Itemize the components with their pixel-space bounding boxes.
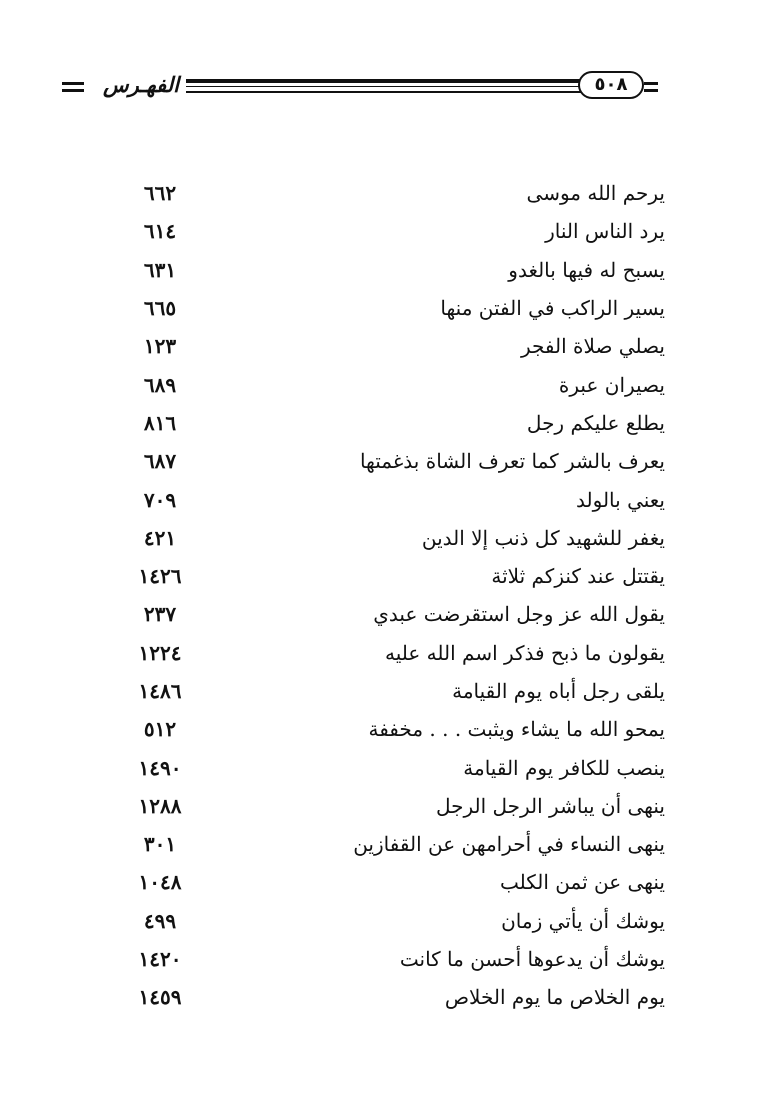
index-entry: [120, 978, 665, 1016]
index-entry: [120, 251, 665, 289]
index-entry-text: يغفر للشهيد كل ذنب إلا الدين: [421, 525, 665, 550]
index-entry-page: ١٤٢٠: [138, 947, 182, 972]
index-entry: [120, 710, 665, 748]
index-entry-page: ٨١٦: [143, 410, 177, 435]
index-entry-page: ٦٦٥: [143, 296, 177, 321]
index-entry-text: ينهى أن يباشر الرجل الرجل: [435, 793, 665, 818]
index-entry-page: ٣٠١: [143, 832, 177, 857]
index-entry-page: ١٤٩٠: [138, 755, 182, 780]
page-number: ٥٠٨: [578, 71, 644, 99]
index-entry: [120, 557, 665, 595]
index-entry: [120, 672, 665, 710]
index-entry: [120, 863, 665, 901]
index-entry: [120, 634, 665, 672]
index-entry-text: يوشك أن يأتي زمان: [501, 908, 665, 933]
index-entry: [120, 480, 665, 518]
index-entry-text: يصيران عبرة: [558, 372, 665, 397]
index-entry-text: يمحو الله ما يشاء ويثبت . . . مخففة: [368, 717, 665, 742]
index-entry-page: ٦٨٩: [143, 372, 177, 397]
index-entry: [120, 174, 665, 212]
page-title: الفهـرس: [103, 73, 179, 97]
index-entry-text: ينصب للكافر يوم القيامة: [463, 755, 665, 780]
index-entry-text: يقتتل عند كنزكم ثلاثة: [491, 564, 665, 589]
index-entry: [120, 825, 665, 863]
index-entry: [120, 404, 665, 442]
index-entry-text: يوم الخلاص ما يوم الخلاص: [444, 985, 665, 1010]
index-entry-page: ١٠٤٨: [138, 870, 182, 895]
index-entry-page: ٤٩٩: [143, 908, 177, 933]
index-entry-page: ٦٣١: [143, 257, 177, 282]
index-entry: [120, 595, 665, 633]
index-entry: [120, 902, 665, 940]
header-rule-left: [62, 82, 84, 92]
index-entry-page: ١٢٨٨: [138, 793, 182, 818]
index-entry-page: ١٤٥٩: [138, 985, 182, 1010]
page-header: [0, 0, 770, 120]
index-entry-text: يرحم الله موسى: [526, 181, 665, 206]
index-entry: [120, 442, 665, 480]
index-entry-text: يسير الراكب في الفتن منها: [440, 296, 665, 321]
index-entry-text: يعني بالولد: [576, 487, 665, 512]
index-entry-page: ٢٣٧: [143, 602, 177, 627]
index-entry-text: يقولون ما ذبح فذكر اسم الله عليه: [384, 640, 665, 665]
index-entry: [120, 787, 665, 825]
index-entry: [120, 940, 665, 978]
index-entry-page: ١٤٨٦: [138, 679, 182, 703]
header-rule-main: [186, 79, 582, 93]
index-entry-page: ٥١٢: [143, 717, 177, 742]
index-entry: [120, 289, 665, 327]
index-entry-page: ٦٦٢: [143, 181, 177, 206]
index-entry-page: ٦٨٧: [143, 449, 177, 474]
index-entry: [120, 519, 665, 557]
index-entry-text: ينهى عن ثمن الكلب: [499, 870, 665, 895]
index-entry-page: ٧٠٩: [143, 487, 177, 512]
index-entry-page: ١٤٢٦: [138, 564, 182, 589]
index-entry: [120, 748, 665, 786]
index-entry-page: ٦١٤: [143, 219, 177, 244]
index-entry-text: يصلي صلاة الفجر: [520, 334, 665, 359]
index-entry-text: يسبح له فيها بالغدو: [508, 257, 665, 282]
index-entry-text: يعرف بالشر كما تعرف الشاة بذغمتها: [359, 449, 665, 474]
index-entry-text: يلقى رجل أباه يوم القيامة: [452, 679, 665, 703]
index-entry-text: يرد الناس النار: [545, 219, 665, 244]
index-entry: [120, 365, 665, 403]
index-entry-page: ٤٢١: [143, 525, 177, 550]
index-entry-page: ١٢٣: [143, 334, 177, 359]
header-rule-right: [644, 82, 658, 92]
index-entry-text: يطلع عليكم رجل: [526, 410, 665, 435]
index-list: [120, 174, 665, 1017]
index-entry-text: يوشك أن يدعوها أحسن ما كانت: [399, 947, 665, 972]
index-entry-text: ينهى النساء في أحرامهن عن القفازين: [353, 832, 665, 857]
index-entry-text: يقول الله عز وجل استقرضت عبدي: [373, 602, 665, 627]
index-entry: [120, 212, 665, 250]
index-entry-page: ١٢٢٤: [138, 640, 182, 665]
index-entry: [120, 327, 665, 365]
